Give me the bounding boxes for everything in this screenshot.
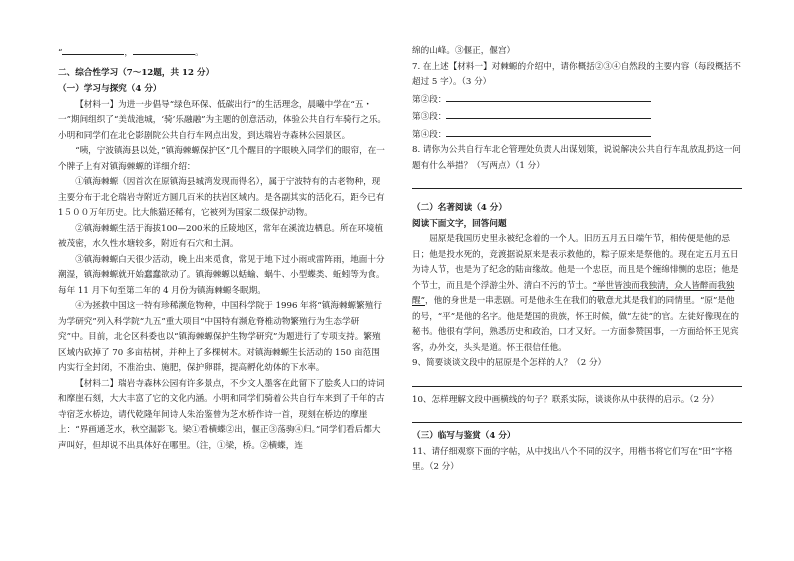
answer-line[interactable] [412, 376, 742, 387]
blank-line[interactable] [62, 44, 124, 55]
question-8: 8. 请你为公共自行车北仑管理处负责人出谋划策，说说解决公共自行车乱放乱扔这一问题有什么举措？（写两点）（1 分） [412, 145, 741, 171]
answer-row: 第②段： [412, 91, 742, 109]
material-one-point-2: ②镇海棘螈生活于海拔100—200米的丘陵地区，常年在溪流边栖息。所在环境植被茂密，水久性水塘较多，附近有石穴和土洞。 [58, 223, 383, 249]
answer-blank[interactable] [446, 126, 651, 137]
material-two: 【材料二】瑞岩寺森林公园有许多景点，不少文人墨客在此留下了脍炙人口的诗词和摩崖石刻，大大丰富了它的文化内涵。小明和同学们骑着公共自行车来到了千年的古寺宿芝水桥边，请代乾隆年间诗人朱治鉴曾为芝水桥作诗一首，现刻在桥边的摩崖上：“界画通芝水，秋空漏影飞。梁①看横蝶②出，偃正③荡驹④归。”同学们看后都大声叫好，但却说不出具体好在哪里。（注，①梁，桥。②横蝶，连 [58, 378, 385, 451]
subsection-title: （一）学习与探究（4 分） [58, 84, 162, 94]
material-one-para: “咦，宁波镇海县以处，”镇海棘螈保护区”几个醒目的字眼映入同学们的眼帘，在一个牌子上有对镇海棘螈的详细介绍： [58, 146, 385, 172]
material-one-intro: 【材料一】为进一步倡导“绿色环保、低碳出行”的生活理念，晨曦中学在“五・一”期间组织了“美哉池城，‘骑’乐融融”为主题的创意活动，体验公共自行车骑行之乐。小明和同学们在北仑影剧院公共自行车网点出发，到达瑞岩寺森林公园景区。 [58, 99, 387, 141]
answer-line[interactable] [412, 178, 742, 189]
question-11: 11、请仔细观察下面的字帖，从中找出八个不同的汉字，用楷书将它们写在“田”字格里。（2 分） [412, 446, 733, 472]
question-10: 10、怎样理解文段中画横线的句子？联系实际，谈谈你从中获得的启示。（2 分） [412, 394, 720, 405]
material-two-continued: 绵的山峰。③偃正，偃宫） [412, 46, 516, 56]
answer-blank[interactable] [446, 91, 651, 102]
reading-instruction: 阅读下面文字，回答问题 [412, 218, 507, 229]
question-9: 9、简要谈谈文段中的屈原是个怎样的人？（2 分） [412, 358, 607, 368]
answer-blank[interactable] [446, 108, 651, 119]
answer-row: 第③段： [412, 108, 742, 126]
section-title: 二、综合性学习（7～12题，共 12 分） [58, 67, 215, 78]
question-7: 7. 在上述【材料一】对棘螈的介绍中，请你概括②③④自然段的主要内容（每段概括不超过 5 字）。（3 分） [412, 61, 741, 87]
subsection-title: （三）临写与鉴赏（4 分） [412, 431, 516, 441]
left-column [58, 0, 388, 454]
subsection-title: （二）名著阅读（4 分） [412, 203, 507, 213]
reading-passage: 屈原是我国历史里永被纪念着的一个人。旧历五月五日端午节，相传便是他的忌日；他是投水死的，竞渡据说原来是表示救他的，粽子原来是祭他的。现在定五月五日为诗人节，也是为了纪念的陆亩缘故。他是一个忠臣，而且是个缠绵悱恻的忠臣；他是个节士，而且是个浮游尘外、清白不污的节士。“举世皆浊而我独清，众人皆醉而我独醒”，他的身世是一串悲剧。可是他永生在我们的敬意尤其是我们的同情里。“原”是他的号，“平”是他的名字。他是楚国的贵族，怀王时候，做“左徒”的官。左徒好像现在的秘书。他很有学问，熟悉历史和政治，口才又好。一方面参赞国事，一方面给怀王见宾客，办外交，头头是道。怀王很信任他。 [412, 234, 739, 353]
underlined-sentence: “举世皆浊而我独清，众人皆醉而我独醒” [412, 280, 735, 306]
answer-row: 第④段： [412, 126, 742, 144]
material-one-point-1: ①镇海棘螈（因首次在原镇海县城湾发现而得名），属于宁波特有的古老物种，现主要分布于北仑瑞岩寺附近方圆几百米的扶岩区域内。是各副其实的活化石，距今已有1５００万年历史。比大熊猫还稀有，它被列为国家二级保护动物。 [58, 177, 385, 218]
material-one-point-3: ③镇海棘螈白天很少活动，晚上出来觅食，常见于地下过小雨或雷阵雨，地面十分潮湿，镇海棘螈就开始蠢蠢欲动了。镇海棘螈以蛞蝓、蜗牛、小型蝶类、蚯蚓等为食。每年 11 月下旬至第二年的 4 月份为镇海棘螈冬眠期。 [58, 254, 385, 296]
fill-blank-quote: “ ， 。 [58, 44, 388, 62]
right-column [412, 0, 742, 476]
material-one-point-4: ④为拯救中国这一特有珍稀濒危物种，中国科学院于 1996 年将“镇海棘螈繁殖行为学研究”列入科学院“九五”重大项目“中国特有濒危脊椎动物繁殖行为生态学研究”中。目前，北仑区科委也以“镇海棘螈保护生物学研究”为题进行了专项支持。繁殖区域内砍掉了 70 多亩枯树，并种上了多棵树木。对镇海棘螈生长活动的 150 亩范围内实行全封闭，不准治虫、施肥，保护卵群，提高孵化幼体的下水率。 [58, 301, 382, 373]
blank-line[interactable] [133, 44, 195, 55]
answer-line[interactable] [412, 412, 742, 423]
